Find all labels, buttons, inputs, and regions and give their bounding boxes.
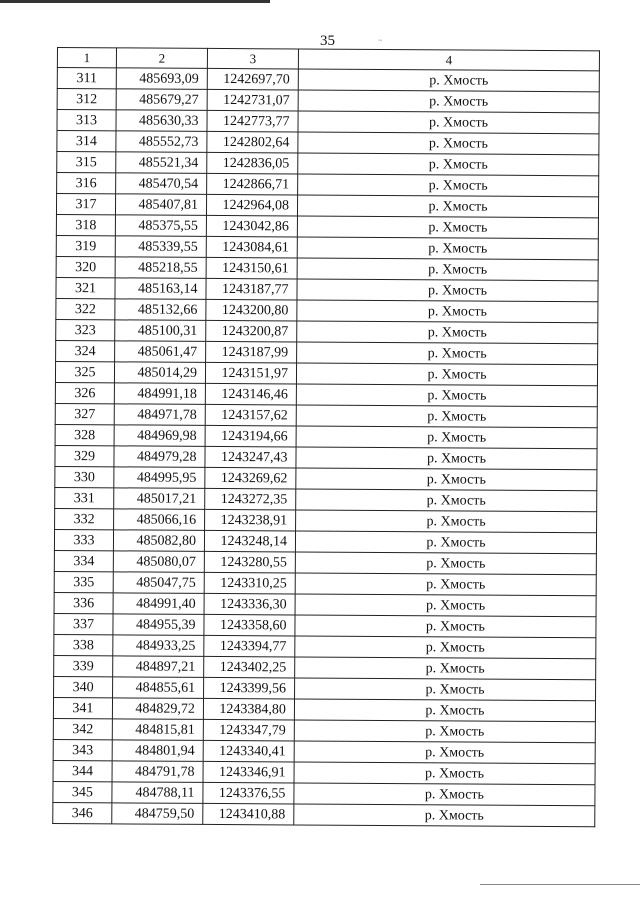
point-number-cell: 316 bbox=[57, 173, 116, 194]
x-coordinate-cell: 485552,73 bbox=[116, 131, 207, 153]
point-number-cell: 317 bbox=[56, 194, 115, 215]
description-cell bbox=[295, 594, 596, 617]
description-cell bbox=[297, 342, 598, 365]
y-coordinate-cell: 1243042,86 bbox=[206, 215, 297, 237]
description-cell bbox=[294, 699, 595, 722]
point-number-cell: 315 bbox=[57, 152, 116, 173]
column-header-2: 2 bbox=[116, 48, 207, 69]
y-coordinate-cell: 1242773,77 bbox=[207, 110, 298, 132]
description-cell bbox=[297, 258, 598, 281]
x-coordinate-cell: 484791,78 bbox=[112, 761, 203, 783]
column-header-1: 1 bbox=[57, 48, 116, 68]
description-cell bbox=[297, 237, 598, 260]
river-name: р. Хмость bbox=[425, 723, 485, 740]
coordinates-table bbox=[52, 47, 600, 827]
x-coordinate-cell: 485693,09 bbox=[116, 68, 207, 90]
river-name: р. Хмость bbox=[428, 240, 488, 257]
description-cell bbox=[298, 153, 599, 176]
y-coordinate-cell: 1243194,66 bbox=[205, 425, 296, 447]
description-cell bbox=[297, 195, 598, 218]
x-coordinate-cell: 484995,95 bbox=[114, 467, 205, 489]
point-number-cell: 340 bbox=[54, 676, 113, 697]
description-cell bbox=[296, 426, 597, 449]
y-coordinate-cell: 1243280,55 bbox=[204, 551, 295, 573]
river-name: р. Хмость bbox=[428, 135, 488, 152]
y-coordinate-cell: 1243340,41 bbox=[203, 740, 294, 762]
x-coordinate-cell: 485163,14 bbox=[115, 278, 206, 300]
river-name: р. Хмость bbox=[428, 114, 489, 131]
scan-speck: ~ bbox=[378, 36, 383, 45]
y-coordinate-cell: 1243248,14 bbox=[204, 530, 295, 552]
bottom-edge-rule bbox=[480, 884, 640, 885]
x-coordinate-cell: 485047,75 bbox=[113, 572, 204, 594]
point-number-cell: 325 bbox=[55, 361, 114, 382]
x-coordinate-cell: 485014,29 bbox=[114, 362, 205, 384]
x-coordinate-cell: 484815,81 bbox=[112, 719, 203, 741]
point-number-cell: 330 bbox=[55, 466, 114, 487]
x-coordinate-cell: 484991,40 bbox=[113, 593, 204, 615]
river-name: р. Хмость bbox=[426, 534, 486, 551]
river-name: р. Хмость bbox=[428, 198, 488, 215]
y-coordinate-cell: 1242731,07 bbox=[207, 89, 298, 111]
description-cell bbox=[297, 279, 598, 302]
x-coordinate-cell: 485521,34 bbox=[116, 152, 207, 174]
description-cell bbox=[294, 720, 595, 743]
x-coordinate-cell: 485017,21 bbox=[114, 488, 205, 510]
x-coordinate-cell: 484788,11 bbox=[112, 782, 203, 804]
y-coordinate-cell: 1243187,99 bbox=[206, 341, 297, 363]
y-coordinate-cell: 1243150,61 bbox=[206, 257, 297, 279]
description-cell bbox=[296, 489, 597, 512]
y-coordinate-cell: 1243346,91 bbox=[203, 761, 294, 783]
x-coordinate-cell: 484955,39 bbox=[113, 614, 204, 636]
column-header-3: 3 bbox=[207, 48, 298, 69]
point-number-cell: 342 bbox=[53, 718, 112, 739]
description-cell bbox=[298, 111, 599, 134]
y-coordinate-cell: 1243247,43 bbox=[205, 446, 296, 468]
x-coordinate-cell: 485339,55 bbox=[115, 236, 206, 258]
description-cell bbox=[296, 510, 597, 533]
x-coordinate-cell: 485132,66 bbox=[115, 299, 206, 321]
point-number-cell: 341 bbox=[53, 697, 112, 718]
x-coordinate-cell: 485080,07 bbox=[113, 551, 204, 573]
x-coordinate-cell: 485082,80 bbox=[113, 530, 204, 552]
point-number-cell: 339 bbox=[54, 655, 113, 676]
river-name: р. Хмость bbox=[429, 93, 489, 110]
river-name: р. Хмость bbox=[427, 303, 487, 320]
river-name: р. Хмость bbox=[426, 492, 486, 509]
point-number-cell: 345 bbox=[53, 781, 112, 802]
river-name: р. Хмость bbox=[428, 219, 488, 236]
point-number-cell: 335 bbox=[54, 571, 113, 592]
column-header-4: 4 bbox=[298, 49, 599, 71]
river-name: р. Хмость bbox=[424, 786, 485, 803]
y-coordinate-cell: 1243402,25 bbox=[204, 656, 295, 678]
river-name: р. Хмость bbox=[425, 639, 485, 656]
y-coordinate-cell: 1243384,80 bbox=[203, 698, 294, 720]
y-coordinate-cell: 1242836,05 bbox=[207, 152, 298, 174]
river-name: р. Хмость bbox=[427, 408, 487, 425]
y-coordinate-cell: 1243200,87 bbox=[206, 320, 297, 342]
description-cell bbox=[298, 174, 599, 197]
point-number-cell: 334 bbox=[54, 550, 113, 571]
description-cell bbox=[298, 69, 599, 92]
river-name: р. Хмость bbox=[427, 324, 487, 341]
x-coordinate-cell: 485066,16 bbox=[114, 509, 205, 531]
point-number-cell: 318 bbox=[56, 214, 115, 235]
river-name: р. Хмость bbox=[427, 387, 487, 404]
description-cell bbox=[295, 615, 596, 638]
y-coordinate-cell: 1242802,64 bbox=[207, 131, 298, 153]
table-row bbox=[53, 802, 595, 826]
y-coordinate-cell: 1243347,79 bbox=[203, 719, 294, 741]
y-coordinate-cell: 1243376,55 bbox=[203, 782, 294, 804]
x-coordinate-cell: 484855,61 bbox=[113, 677, 204, 699]
x-coordinate-cell: 484759,50 bbox=[112, 803, 203, 825]
y-coordinate-cell: 1243272,35 bbox=[205, 488, 296, 510]
river-name: р. Хмость bbox=[427, 345, 487, 362]
point-number-cell: 319 bbox=[56, 235, 115, 256]
river-name: р. Хмость bbox=[426, 576, 486, 593]
top-edge-rule bbox=[0, 0, 270, 3]
river-name: р. Хмость bbox=[425, 681, 485, 698]
y-coordinate-cell: 1243157,62 bbox=[205, 404, 296, 426]
x-coordinate-cell: 484991,18 bbox=[114, 383, 205, 405]
page-number: 35 bbox=[320, 33, 335, 49]
x-coordinate-cell: 484897,21 bbox=[113, 656, 204, 678]
point-number-cell: 336 bbox=[54, 592, 113, 613]
description-cell bbox=[294, 804, 595, 827]
point-number-cell: 331 bbox=[55, 487, 114, 508]
point-number-cell: 313 bbox=[57, 110, 116, 131]
y-coordinate-cell: 1243238,91 bbox=[205, 509, 296, 531]
point-number-cell: 314 bbox=[57, 131, 116, 152]
river-name: р. Хмость bbox=[427, 366, 487, 383]
point-number-cell: 323 bbox=[56, 319, 115, 340]
description-cell bbox=[295, 657, 596, 680]
y-coordinate-cell: 1243146,46 bbox=[205, 383, 296, 405]
description-cell bbox=[294, 762, 595, 785]
x-coordinate-cell: 485679,27 bbox=[116, 89, 207, 111]
river-name: р. Хмость bbox=[426, 513, 486, 530]
x-coordinate-cell: 485470,54 bbox=[116, 173, 207, 195]
description-cell bbox=[297, 300, 598, 323]
y-coordinate-cell: 1243310,25 bbox=[204, 572, 295, 594]
x-coordinate-cell: 485375,55 bbox=[115, 215, 206, 237]
description-cell bbox=[295, 573, 596, 596]
x-coordinate-cell: 485061,47 bbox=[115, 341, 206, 363]
description-cell bbox=[296, 405, 597, 428]
river-name: р. Хмость bbox=[425, 660, 485, 677]
y-coordinate-cell: 1243358,60 bbox=[204, 614, 295, 636]
y-coordinate-cell: 1243269,62 bbox=[205, 467, 296, 489]
x-coordinate-cell: 485218,55 bbox=[115, 257, 206, 279]
y-coordinate-cell: 1243336,30 bbox=[204, 593, 295, 615]
point-number-cell: 327 bbox=[55, 403, 114, 424]
river-name: р. Хмость bbox=[429, 72, 489, 89]
description-cell bbox=[295, 552, 596, 575]
point-number-cell: 322 bbox=[56, 298, 115, 319]
point-number-cell: 326 bbox=[55, 382, 114, 403]
point-number-cell: 320 bbox=[56, 256, 115, 277]
point-number-cell: 311 bbox=[57, 68, 116, 89]
river-name: р. Хмость bbox=[424, 765, 485, 782]
y-coordinate-cell: 1243187,77 bbox=[206, 278, 297, 300]
point-number-cell: 343 bbox=[53, 739, 112, 760]
river-name: р. Хмость bbox=[426, 597, 486, 614]
river-name: р. Хмость bbox=[426, 450, 487, 467]
description-cell bbox=[297, 321, 598, 344]
description-cell bbox=[295, 678, 596, 701]
description-cell bbox=[298, 132, 599, 155]
y-coordinate-cell: 1242866,71 bbox=[207, 173, 298, 195]
description-cell bbox=[295, 531, 596, 554]
x-coordinate-cell: 484933,25 bbox=[113, 635, 204, 657]
y-coordinate-cell: 1242697,70 bbox=[207, 68, 298, 90]
table-body bbox=[53, 48, 600, 827]
river-name: р. Хмость bbox=[428, 156, 488, 173]
x-coordinate-cell: 484969,98 bbox=[114, 425, 205, 447]
point-number-cell: 333 bbox=[54, 529, 113, 550]
y-coordinate-cell: 1243084,61 bbox=[206, 236, 297, 258]
point-number-cell: 346 bbox=[53, 802, 112, 823]
description-cell bbox=[296, 363, 597, 386]
river-name: р. Хмость bbox=[425, 744, 485, 761]
point-number-cell: 312 bbox=[57, 89, 116, 110]
x-coordinate-cell: 484979,28 bbox=[114, 446, 205, 468]
point-number-cell: 328 bbox=[55, 424, 114, 445]
y-coordinate-cell: 1242964,08 bbox=[206, 194, 297, 216]
description-cell bbox=[296, 468, 597, 491]
description-cell bbox=[297, 216, 598, 239]
point-number-cell: 324 bbox=[56, 340, 115, 361]
river-name: р. Хмость bbox=[427, 429, 487, 446]
x-coordinate-cell: 484829,72 bbox=[112, 698, 203, 720]
river-name: р. Хмость bbox=[428, 261, 488, 278]
x-coordinate-cell: 485100,31 bbox=[115, 320, 206, 342]
description-cell bbox=[294, 783, 595, 806]
river-name: р. Хмость bbox=[425, 702, 485, 719]
river-name: р. Хмость bbox=[428, 177, 488, 194]
river-name: р. Хмость bbox=[425, 618, 486, 635]
x-coordinate-cell: 485630,33 bbox=[116, 110, 207, 132]
y-coordinate-cell: 1243410,88 bbox=[203, 803, 294, 825]
x-coordinate-cell: 484801,94 bbox=[112, 740, 203, 762]
y-coordinate-cell: 1243151,97 bbox=[205, 362, 296, 384]
description-cell bbox=[298, 90, 599, 113]
river-name: р. Хмость bbox=[426, 471, 486, 488]
description-cell bbox=[294, 741, 595, 764]
river-name: р. Хмость bbox=[427, 282, 488, 299]
point-number-cell: 332 bbox=[55, 508, 114, 529]
y-coordinate-cell: 1243394,77 bbox=[204, 635, 295, 657]
point-number-cell: 329 bbox=[55, 445, 114, 466]
river-name: р. Хмость bbox=[426, 555, 486, 572]
description-cell bbox=[296, 384, 597, 407]
point-number-cell: 321 bbox=[56, 277, 115, 298]
y-coordinate-cell: 1243200,80 bbox=[206, 299, 297, 321]
x-coordinate-cell: 485407,81 bbox=[115, 194, 206, 216]
description-cell bbox=[295, 636, 596, 659]
y-coordinate-cell: 1243399,56 bbox=[204, 677, 295, 699]
x-coordinate-cell: 484971,78 bbox=[114, 404, 205, 426]
point-number-cell: 344 bbox=[53, 760, 112, 781]
point-number-cell: 338 bbox=[54, 634, 113, 655]
description-cell bbox=[296, 447, 597, 470]
point-number-cell: 337 bbox=[54, 613, 113, 634]
river-name: р. Хмость bbox=[424, 807, 484, 824]
